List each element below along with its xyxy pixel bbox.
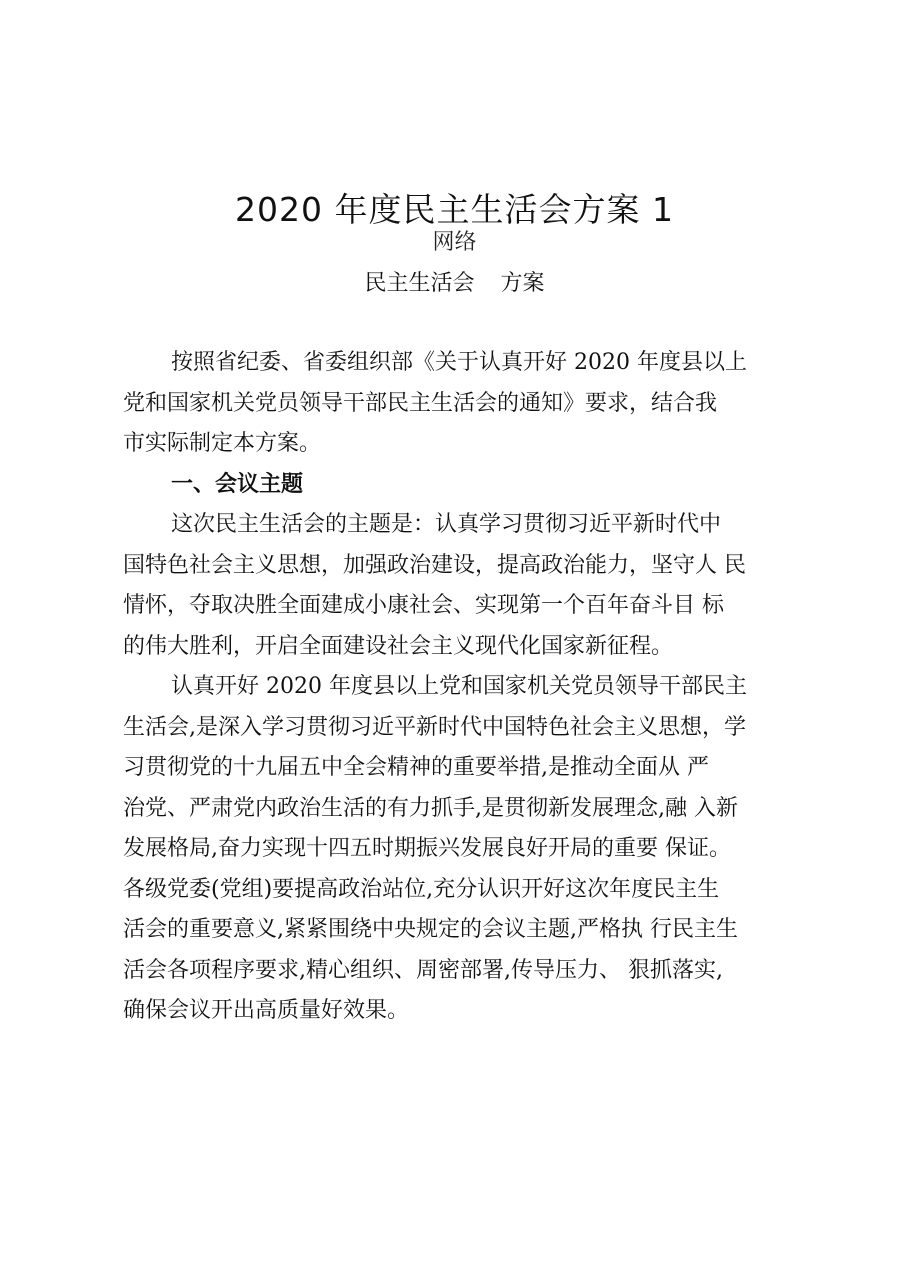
paragraph-line: 的伟大胜利，开启全面建设社会主义现代化国家新征程。 <box>123 633 674 659</box>
paragraph-line: 发展格局,奋力实现十四五时期振兴发展良好开局的重要 保证。 <box>123 836 731 861</box>
document-subtitle: 网络 <box>432 230 477 255</box>
paragraph-line: 市实际制定本方案。 <box>123 431 322 456</box>
document-body <box>123 343 803 1032</box>
paragraph-line: 各级党委(党组)要提高政治站位,充分认识开好这次年度民主生 <box>123 876 720 902</box>
paragraph-line: 活会的重要意义,紧紧围绕中央规定的会议主题,严格执 行民主生 <box>123 917 738 942</box>
paragraph-line: 习贯彻党的十九届五中全会精神的重要举措,是推动全面从 严 <box>123 755 709 780</box>
paragraph-line: 党和国家机关党员领导干部民主生活会的通知》要求，结合我 <box>123 390 718 416</box>
paragraph-line: 生活会,是深入学习贯彻习近平新时代中国特色社会主义思想，学 <box>123 714 746 740</box>
paragraph-line: 按照省纪委、省委组织部《关于认真开好 2020 年度县以上 <box>171 350 747 375</box>
paragraph-line: 国特色社会主义思想，加强政治建设，提高政治能力，坚守人 民 <box>123 552 746 578</box>
paragraph-line: 活会各项程序要求,精心组织、周密部署,传导压力、 狠抓落实, <box>123 957 723 983</box>
paragraph-line: 确保会议开出高质量好效果。 <box>123 998 410 1023</box>
paragraph-line: 这次民主生活会的主题是：认真学习贯彻习近平新时代中 <box>171 512 722 537</box>
keyword: 民主生活会 <box>364 271 475 296</box>
paragraph-line: 情怀，夺取决胜全面建成小康社会、实现第一个百年奋斗目 标 <box>123 593 724 618</box>
section-heading: 一、会议主题 <box>171 471 304 497</box>
paragraph-line: 治党、严肃党内政治生活的有力抓手,是贯彻新发展理念,融 入新 <box>123 795 738 821</box>
document-title: 2020 年度民主生活会方案 1 <box>235 190 674 229</box>
paragraph-line: 认真开好 2020 年度县以上党和国家机关党员领导干部民主 <box>171 674 747 699</box>
keyword: 方案 <box>500 271 545 296</box>
document-keywords <box>0 268 909 300</box>
